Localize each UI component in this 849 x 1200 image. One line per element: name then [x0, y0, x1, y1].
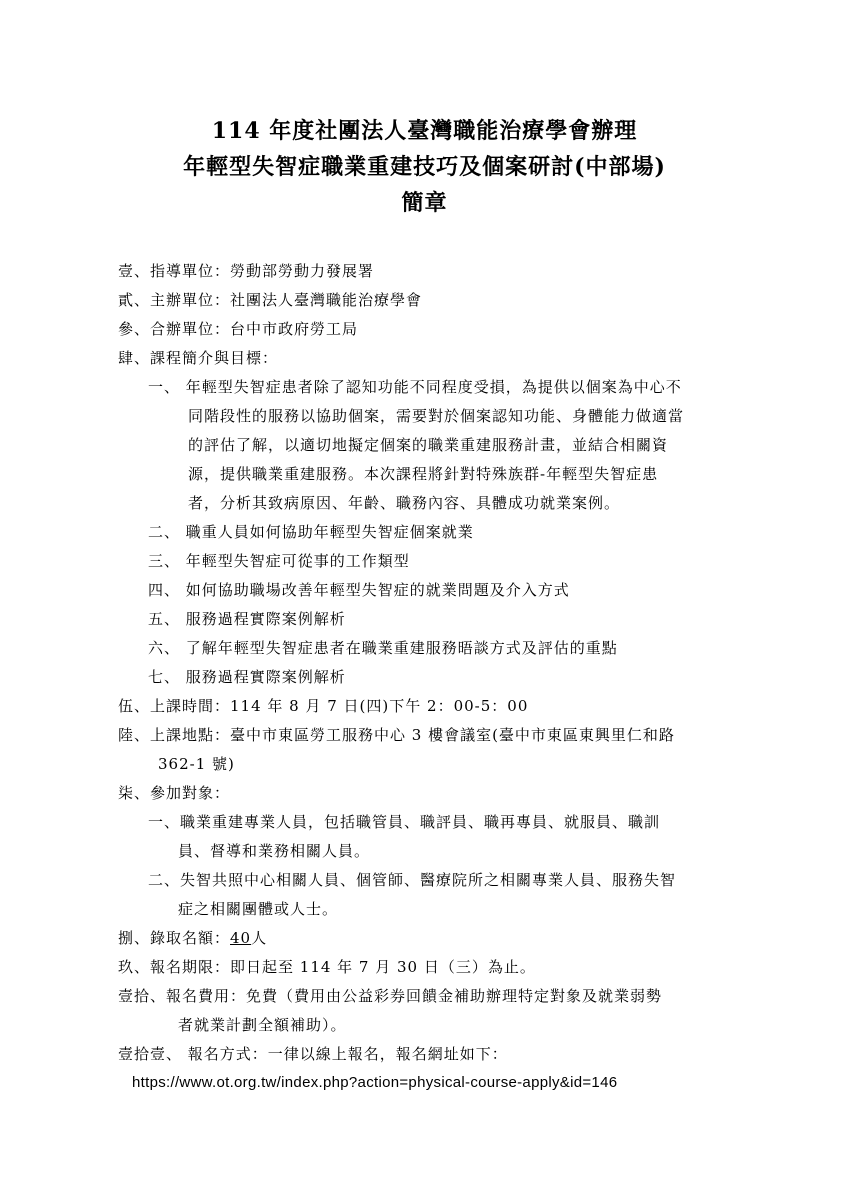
title-line-2: 年輕型失智症職業重建技巧及個案研討(中部場) — [183, 154, 666, 180]
title-line-1: 114 年度社團法人臺灣職能治療學會辦理 — [211, 118, 638, 144]
goal-3: 三、 年輕型失智症可從事的工作類型 — [148, 552, 410, 570]
title-line-3: 簡章 — [401, 190, 448, 216]
goal-1-line-5: 者，分析其致病原因、年齡、職務內容、具體成功就業案例。 — [188, 494, 621, 512]
item-registration-method: 壹拾壹、 報名方式：一律以線上報名，報名網址如下： — [118, 1045, 508, 1063]
quota-number: 40 — [230, 929, 252, 947]
item-class-location-line-2: 362-1 號) — [158, 755, 235, 773]
registration-url-link[interactable]: https://www.ot.org.tw/index.php?action=physical-course-apply&id=146 — [132, 1074, 618, 1091]
item-class-time: 伍、上課時間：114 年 8 月 7 日(四)下午 2：00-5：00 — [118, 697, 529, 715]
item-fee-line-2: 者就業計劃全額補助）。 — [178, 1016, 347, 1034]
item-course-intro-heading: 肆、課程簡介與目標： — [118, 349, 279, 367]
item-participants-heading: 柒、參加對象： — [118, 784, 231, 802]
participant-1-line-1: 一、職業重建專業人員，包括職管員、職評員、職再專員、就服員、職訓 — [148, 813, 661, 831]
item-quota — [118, 928, 267, 948]
participant-1-line-2: 員、督導和業務相關人員。 — [178, 842, 371, 860]
participant-2-line-1: 二、失智共照中心相關人員、個管師、醫療院所之相關專業人員、服務失智 — [148, 871, 677, 889]
goal-2: 二、 職重人員如何協助年輕型失智症個案就業 — [148, 523, 474, 541]
goal-6: 六、 了解年輕型失智症患者在職業重建服務晤談方式及評估的重點 — [148, 639, 618, 657]
goal-1-line-4: 源，提供職業重建服務。本次課程將針對特殊族群-年輕型失智症患 — [188, 465, 659, 483]
goal-5: 五、 服務過程實際案例解析 — [148, 610, 346, 628]
quota-label: 捌、錄取名額： — [118, 929, 231, 947]
goal-1-line-2: 同階段性的服務以協助個案，需要對於個案認知功能、身體能力做適當 — [188, 407, 685, 425]
quota-unit: 人 — [251, 929, 268, 947]
item-co-organizer: 參、合辦單位：台中市政府勞工局 — [118, 320, 359, 338]
item-class-location-line-1: 陸、上課地點：臺中市東區勞工服務中心 3 樓會議室(臺中市東區東興里仁和路 — [118, 726, 675, 744]
item-organizer: 貳、主辦單位：社團法人臺灣職能治療學會 — [118, 291, 423, 309]
item-registration-deadline: 玖、報名期限：即日起至 114 年 7 月 30 日（三）為止。 — [118, 958, 536, 976]
goal-1-line-1: 一、 年輕型失智症患者除了認知功能不同程度受損，為提供以個案為中心不 — [148, 378, 682, 396]
goal-1-line-3: 的評估了解，以適切地擬定個案的職業重建服務計畫，並結合相關資 — [188, 436, 669, 454]
participant-2-line-2: 症之相關團體或人士。 — [178, 900, 339, 918]
item-fee-line-1: 壹拾、報名費用：免費（費用由公益彩券回饋金補助辦理特定對象及就業弱勢 — [118, 987, 663, 1005]
goal-4: 四、 如何協助職場改善年輕型失智症的就業問題及介入方式 — [148, 581, 570, 599]
item-guidance-unit: 壹、指導單位：勞動部勞動力發展署 — [118, 262, 375, 280]
goal-7: 七、 服務過程實際案例解析 — [148, 668, 346, 686]
